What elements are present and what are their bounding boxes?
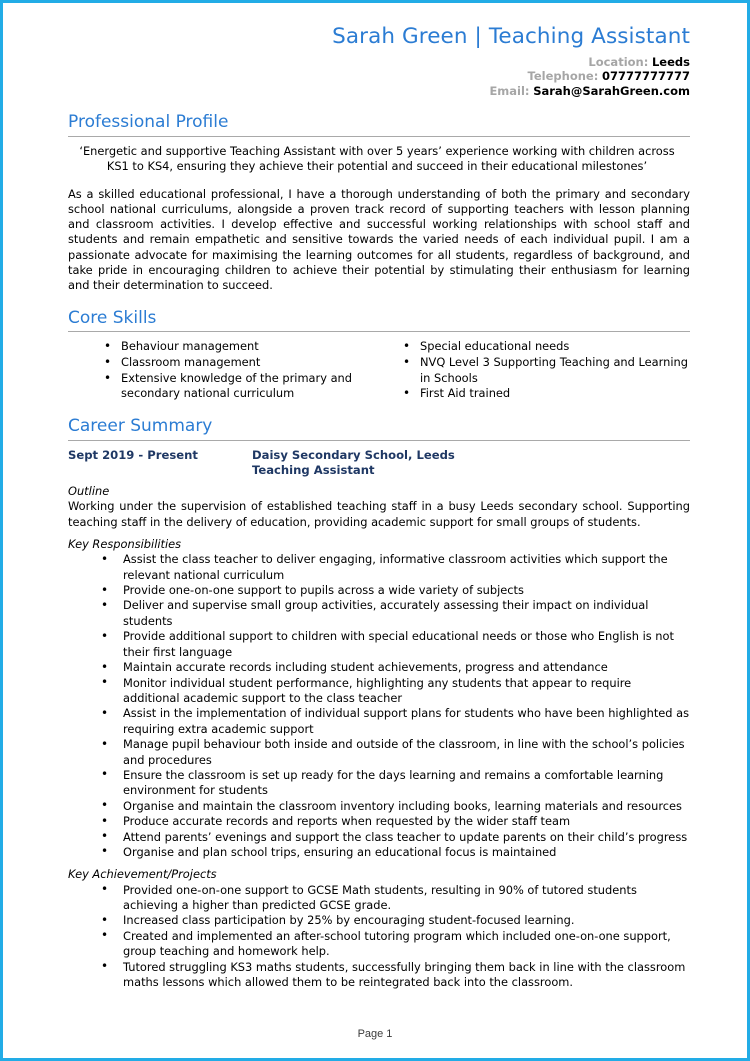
- core-skills-left-column: [68, 339, 379, 402]
- core-skills-right-column: [379, 339, 690, 402]
- list-item: • Provide additional support to children with special educational needs or those who English is not their first language: [68, 629, 690, 660]
- list-item: • Behaviour management: [102, 339, 379, 354]
- job-entry-header: [68, 448, 690, 478]
- list-item: • Organise and plan school trips, ensuring an educational focus is maintained: [68, 845, 690, 860]
- cv-header: [68, 25, 690, 98]
- section-career-summary: [68, 417, 690, 990]
- list-item: • Monitor individual student performance, highlighting any students that appear to require additional academic support to the class teacher: [68, 676, 690, 707]
- contact-email-value: Sarah@SarahGreen.com: [533, 83, 690, 98]
- career-summary-divider: [68, 440, 690, 441]
- contact-telephone-value: 07777777777: [601, 69, 690, 84]
- list-item: • Assist in the implementation of individual support plans for students who have been highlighted as requiring extra academic support: [68, 706, 690, 737]
- list-item: • Classroom management: [102, 355, 379, 370]
- contact-telephone-label: Telephone:: [527, 69, 599, 84]
- list-item: • Ensure the classroom is set up ready for the days learning and remains a comfortable learning environment for students: [68, 768, 690, 799]
- list-item: • Provide one-on-one support to pupils across a wide variety of subjects: [68, 583, 690, 598]
- list-item: • Deliver and supervise small group activities, accurately assessing their impact on individual students: [68, 598, 690, 629]
- section-professional-profile: [68, 113, 690, 293]
- contact-telephone: [68, 69, 690, 84]
- list-item: • Increased class participation by 25% by encouraging student-focused learning.: [68, 913, 690, 928]
- core-skills-columns: [68, 339, 690, 402]
- page-footer: [3, 1028, 747, 1040]
- professional-profile-divider: [68, 136, 690, 137]
- list-item: • Assist the class teacher to deliver engaging, informative classroom activities which support the relevant national curriculum: [68, 552, 690, 583]
- section-core-skills: [68, 309, 690, 403]
- candidate-name-title: Sarah Green | Teaching Assistant: [332, 24, 690, 49]
- contact-email-label: Email:: [489, 83, 530, 98]
- page-content: [3, 3, 747, 990]
- list-item: • Maintain accurate records including student achievements, progress and attendance: [68, 660, 690, 675]
- key-achievements-list: [68, 883, 690, 991]
- core-skills-divider: [68, 331, 690, 332]
- contact-location-value: Leeds: [651, 54, 690, 69]
- professional-profile-heading: Professional Profile: [68, 112, 229, 133]
- contact-location: [68, 55, 690, 70]
- page-number: Page 1: [357, 1028, 393, 1040]
- list-item: • Manage pupil behaviour both inside and outside of the classroom, in line with the school’s policies and procedures: [68, 737, 690, 768]
- list-item: • Produce accurate records and reports when requested by the wider staff team: [68, 814, 690, 829]
- list-item: • NVQ Level 3 Supporting Teaching and Learning in Schools: [401, 355, 690, 386]
- career-summary-heading: Career Summary: [68, 416, 213, 437]
- job-role: Teaching Assistant: [252, 463, 375, 478]
- job-dates: Sept 2019 - Present: [68, 447, 198, 462]
- list-item: • Tutored struggling KS3 maths students, successfully bringing them back in line with the classroom maths lessons which allowed them to be reintegrated back into the classroom.: [68, 960, 690, 991]
- list-item: • Provided one-on-one support to GCSE Math students, resulting in 90% of tutored students achieving a higher than predicted GCSE grade.: [68, 883, 690, 914]
- list-item: • Organise and maintain the classroom inventory including books, learning materials and resources: [68, 799, 690, 814]
- contact-email: [68, 84, 690, 99]
- key-responsibilities-list: [68, 552, 690, 860]
- profile-quote: ‘Energetic and supportive Teaching Assistant with over 5 years’ experience working with children across KS1 to KS4, ensuring they achieve their potential and succeed in their educational milestones’: [79, 143, 675, 174]
- outline-text: Working under the supervision of established teaching staff in a busy Leeds secondary school. Supporting teaching staff in the delivery of education, providing academic support for small groups of students.: [68, 499, 690, 529]
- key-responsibilities-label: Key Responsibilities: [68, 537, 182, 552]
- contact-location-label: Location:: [588, 54, 649, 69]
- core-skills-heading: Core Skills: [68, 307, 157, 328]
- core-skills-left-list: [102, 339, 379, 402]
- list-item: • Special educational needs: [401, 339, 690, 354]
- key-achievements-label: Key Achievement/Projects: [68, 867, 217, 882]
- list-item: • Extensive knowledge of the primary and secondary national curriculum: [102, 371, 379, 402]
- profile-paragraph: As a skilled educational professional, I have a thorough understanding of both the primary and secondary school national curriculums, alongside a proven track record of supporting teachers with lesson planning and classroom activities. I develop effective and successful working relationships with school staff and students and remain empathetic and sensitive towards the varied needs of each individual pupil. I am a passionate advocate for maximising the learning outcomes for all students, regardless of background, and take pride in encouraging children to achieve their potential by stimulating their enthusiasm for learning and their determination to succeed.: [68, 186, 690, 293]
- list-item: • Created and implemented an after-school tutoring program which included one-on-one support, group teaching and homework help.: [68, 929, 690, 960]
- core-skills-right-list: [401, 339, 690, 402]
- job-employer: Daisy Secondary School, Leeds: [252, 447, 455, 462]
- list-item: • First Aid trained: [401, 386, 690, 401]
- list-item: • Attend parents’ evenings and support the class teacher to update parents on their child’s progress: [68, 830, 690, 845]
- outline-label: Outline: [68, 484, 110, 499]
- job-employer-block: [252, 448, 690, 478]
